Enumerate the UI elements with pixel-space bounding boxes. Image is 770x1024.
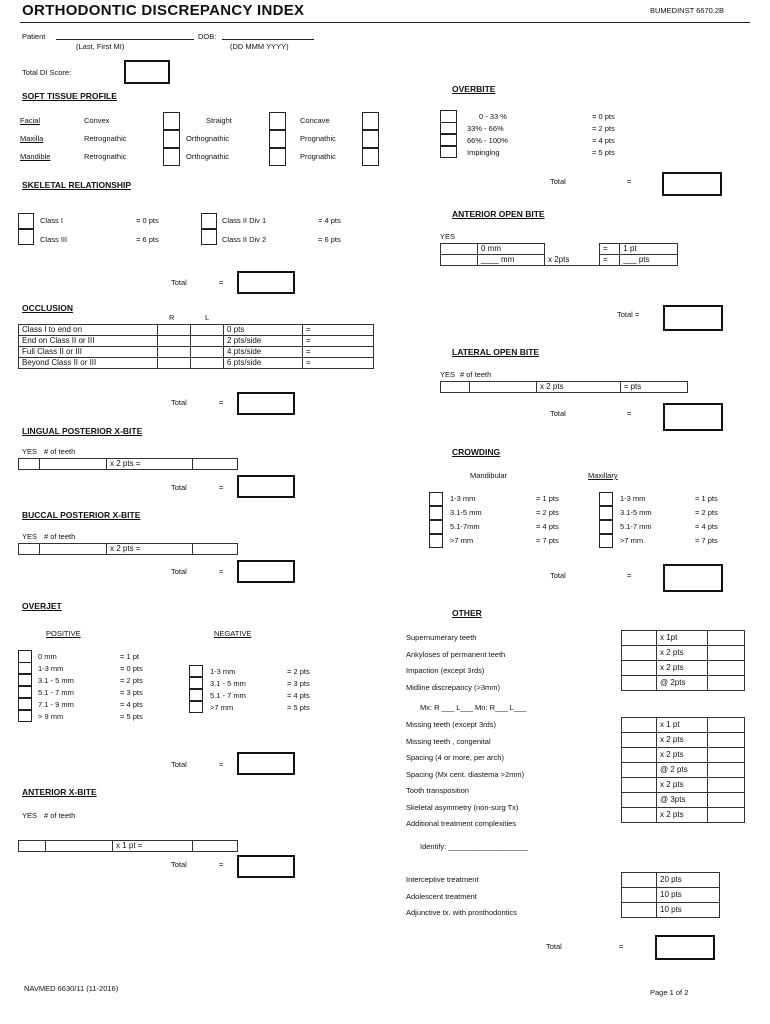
footer-page: Page 1 of 2 [650, 988, 689, 997]
overbite-checkbox[interactable] [440, 146, 457, 158]
other-count-cell[interactable] [622, 718, 657, 733]
treatment-row [622, 888, 720, 903]
other-count-cell[interactable] [622, 733, 657, 748]
crowding-mand-label: 5.1-7mm [450, 522, 480, 531]
treatment-pts: 20 pts [657, 873, 720, 888]
overbite-total-box[interactable] [662, 172, 722, 196]
overjet-pos-label: 0 mm [38, 652, 57, 661]
crowding-total-eq: = [627, 571, 632, 580]
overjet-pos-checkbox[interactable] [18, 710, 32, 722]
occlusion-l-cell[interactable] [191, 347, 224, 358]
occlusion-r-cell[interactable] [158, 347, 191, 358]
identify-line: Identify: ___________________ [420, 842, 528, 851]
lateral-open-teeth-label: # of teeth [460, 370, 492, 379]
other-item-label: Ankyloses of permanent teeth [406, 649, 506, 659]
other-mult: @ 2pts [657, 676, 708, 691]
class1-checkbox[interactable] [18, 213, 34, 229]
crowding-max-pts: = 2 pts [695, 508, 718, 517]
overjet-neg-checkbox[interactable] [189, 677, 203, 689]
patient-name-field[interactable] [56, 39, 194, 40]
soft-checkbox-c[interactable] [362, 148, 379, 166]
class2div1-label: Class II Div 1 [222, 216, 267, 225]
overjet-pos-pts: = 0 pts [120, 664, 143, 673]
crowding-total-box[interactable] [663, 564, 723, 592]
soft-checkbox-a[interactable] [163, 148, 180, 166]
overjet-pos-label: 1-3 mm [38, 664, 64, 673]
crowding-mand-checkbox[interactable] [429, 534, 443, 548]
crowding-mand-checkbox[interactable] [429, 520, 443, 534]
class1-label: Class I [40, 216, 63, 225]
soft-checkbox-a[interactable] [163, 112, 180, 130]
other-count-cell[interactable] [622, 778, 657, 793]
other-result-cell[interactable] [708, 631, 745, 646]
skeletal-total-box[interactable] [237, 271, 295, 294]
soft-row-label: Facial [20, 116, 41, 125]
lingual-yes: YES [22, 447, 38, 456]
class3-label: Class III [40, 235, 68, 244]
overbite-label: 66% - 100% [467, 136, 508, 145]
other-mult: x 2 pts [657, 646, 708, 661]
occlusion-row-eq: = [303, 358, 374, 369]
lateral-open-title: LATERAL OPEN BITE [452, 347, 540, 357]
anterior-xbite-yes: YES [22, 811, 38, 820]
buccal-yes: YES [22, 532, 38, 541]
footer-form: NAVMED 6630/11 (11-2016) [24, 984, 119, 993]
overjet-pos-label: 7.1 - 9 mm [38, 700, 74, 709]
crowding-max-pts: = 4 pts [695, 522, 718, 531]
other-title: OTHER [452, 608, 482, 618]
patient-label: Patient [22, 32, 46, 41]
other-row [622, 718, 745, 733]
soft-checkbox-a[interactable] [163, 130, 180, 148]
crowding-max-label: >7 mm [620, 536, 644, 545]
overjet-pos-checkbox[interactable] [18, 662, 32, 674]
soft-row-b: Straight [206, 116, 232, 125]
soft-tissue-title: SOFT TISSUE PROFILE [22, 91, 117, 101]
crowding-title: CROWDING [452, 447, 501, 457]
soft-checkbox-c[interactable] [362, 112, 379, 130]
crowding-max-checkbox[interactable] [599, 492, 613, 506]
crowding-max-checkbox[interactable] [599, 506, 613, 520]
occlusion-l-cell[interactable] [191, 325, 224, 336]
treatment-pts: 10 pts [657, 903, 720, 918]
buccal-total-box[interactable] [237, 560, 295, 583]
overjet-neg-checkbox[interactable] [189, 665, 203, 677]
class3-checkbox[interactable] [18, 229, 34, 245]
overbite-pts: = 0 pts [592, 112, 615, 121]
occlusion-title: OCCLUSION [22, 303, 73, 313]
other-item-label: Missing teeth , congenital [406, 736, 491, 746]
crowding-mand-pts: = 1 pts [536, 494, 559, 503]
anterior-open-yes: YES [440, 232, 456, 241]
buccal-total-eq: = [219, 567, 224, 576]
soft-row-b: Orthognathic [186, 134, 229, 143]
anterior-xbite-table [18, 840, 238, 852]
other-item-label: Spacing (4 or more, per arch) [406, 753, 504, 762]
skeletal-total-label: Total [171, 278, 187, 287]
other-row [622, 733, 745, 748]
soft-row-c: Prognathic [300, 134, 336, 143]
other-item-label: Midline discrepancy (>3mm) [406, 682, 500, 692]
anterior-open-total-label: Total = [617, 310, 640, 319]
anterior-open-eq1: = [600, 244, 620, 255]
occlusion-r-cell[interactable] [158, 358, 191, 369]
anterior-open-cb1[interactable] [441, 244, 478, 255]
other-count-cell[interactable] [622, 793, 657, 808]
overjet-neg-pts: = 4 pts [287, 691, 310, 700]
lingual-yes-cell[interactable] [19, 459, 40, 470]
class2div2-pts: = 6 pts [318, 235, 341, 244]
lingual-total-box[interactable] [237, 475, 295, 498]
anterior-open-pts: ___ pts [620, 255, 678, 266]
overjet-total-eq: = [219, 760, 224, 769]
overbite-label: 33% - 66% [467, 124, 504, 133]
other-mult: x 2 pts [657, 661, 708, 676]
occlusion-row-pts: 0 pts [224, 325, 303, 336]
occlusion-l-cell[interactable] [191, 358, 224, 369]
occlusion-r-cell[interactable] [158, 325, 191, 336]
lateral-open-total-box[interactable] [663, 403, 723, 431]
occlusion-row-eq: = [303, 347, 374, 358]
other-count-cell[interactable] [622, 808, 657, 823]
soft-row-a: Retrognathic [84, 152, 127, 161]
lateral-open-yes: YES [440, 370, 456, 379]
other-row [622, 748, 745, 763]
soft-row-c: Concave [300, 116, 330, 125]
crowding-max-label: 1-3 mm [620, 494, 646, 503]
crowding-max-checkbox[interactable] [599, 534, 613, 548]
other-result-cell[interactable] [708, 763, 745, 778]
other-row [622, 763, 745, 778]
overbite-total-label: Total [550, 177, 566, 186]
anterior-xbite-result-cell[interactable] [193, 841, 238, 852]
occlusion-row-label: Class I to end on [19, 325, 158, 336]
overjet-pos-label: > 9 mm [38, 712, 64, 721]
overjet-pos-pts: = 3 pts [120, 688, 143, 697]
treatment-label: Adolescent treatment [406, 891, 477, 901]
other-row [622, 778, 745, 793]
other-result-cell[interactable] [708, 733, 745, 748]
occlusion-total-box[interactable] [237, 392, 295, 415]
crowding-mand-label: 1-3 mm [450, 494, 476, 503]
other-count-cell[interactable] [622, 676, 657, 691]
overbite-pts: = 2 pts [592, 124, 615, 133]
skeletal-total-eq: = [219, 278, 224, 287]
crowding-max-label: 3.1-5 mm [620, 508, 652, 517]
crowding-mand-checkbox[interactable] [429, 506, 443, 520]
lingual-total-eq: = [219, 483, 224, 492]
overbite-checkbox[interactable] [440, 122, 457, 134]
anterior-xbite-total-eq: = [219, 860, 224, 869]
overjet-neg-label: 3.1 - 5 mm [210, 679, 246, 688]
dob-label: DOB: [198, 32, 217, 41]
overjet-total-box[interactable] [237, 752, 295, 775]
overbite-title: OVERBITE [452, 84, 496, 94]
other-result-cell[interactable] [708, 661, 745, 676]
treatment-label: Adjunctive tx. with prosthodontics [406, 908, 517, 917]
soft-checkbox-b[interactable] [269, 130, 286, 148]
anterior-xbite-total-label: Total [171, 860, 187, 869]
lingual-title: LINGUAL POSTERIOR X-BITE [22, 426, 143, 436]
other-count-cell[interactable] [622, 763, 657, 778]
crowding-mand-pts: = 2 pts [536, 508, 559, 517]
overjet-neg-label: >7 mm [210, 703, 234, 712]
anterior-open-1pt: 1 pt [620, 244, 678, 255]
other-item-label: Missing teeth (except 3rds) [406, 720, 497, 729]
midline-sub: Mx: R ___ L___ Mn: R___ L___ [420, 703, 527, 712]
overjet-neg-label: 5.1 - 7 mm [210, 691, 246, 700]
other-item-label: Impaction (except 3rds) [406, 666, 485, 675]
soft-row-a: Retrognathic [84, 134, 127, 143]
occlusion-row [19, 325, 374, 336]
treatment-check-cell[interactable] [622, 873, 657, 888]
occlusion-row-label: Full Class II or III [19, 347, 158, 358]
other-item-label: Spacing (Mx cent. diastema >2mm) [406, 769, 525, 779]
crowding-mand-pts: = 4 pts [536, 522, 559, 531]
occlusion-row-pts: 6 pts/side [224, 358, 303, 369]
buccal-teeth-label: # of teeth [44, 532, 76, 541]
soft-row-label: Maxilla [20, 134, 44, 143]
occlusion-row [19, 347, 374, 358]
anterior-open-0mm: 0 mm [478, 244, 545, 255]
class2div2-label: Class II Div 2 [222, 235, 267, 244]
class2div1-checkbox[interactable] [201, 213, 217, 229]
anterior-open-cb2[interactable] [441, 255, 478, 266]
other-total-eq: = [619, 942, 624, 951]
soft-row-b: Orthognathic [186, 152, 229, 161]
other-count-cell[interactable] [622, 661, 657, 676]
occlusion-l-cell[interactable] [191, 336, 224, 347]
dob-hint: (DD MMM YYYY) [230, 42, 289, 51]
lateral-open-table [440, 381, 688, 393]
overjet-neg-pts: = 5 pts [287, 703, 310, 712]
overjet-title: OVERJET [22, 601, 62, 611]
overjet-positive-header: POSITIVE [46, 629, 81, 638]
crowding-mand-pts: = 7 pts [536, 536, 559, 545]
overbite-pts: = 4 pts [592, 136, 615, 145]
anterior-open-table [440, 243, 678, 266]
anterior-open-total-box[interactable] [663, 305, 723, 331]
overjet-pos-pts: = 4 pts [120, 700, 143, 709]
other-total-label: Total [546, 942, 562, 951]
other-treatment-table [621, 872, 720, 918]
occlusion-row-pts: 4 pts/side [224, 347, 303, 358]
crowding-max-label: 5.1-7 mm [620, 522, 652, 531]
overbite-label: 0 - 33 % [479, 112, 507, 121]
lingual-teeth-cell[interactable] [40, 459, 107, 470]
buccal-yes-cell[interactable] [19, 544, 40, 555]
anterior-open-x2: x 2pts [545, 255, 600, 266]
anterior-xbite-mult: x 1 pt = [113, 841, 193, 852]
overbite-pts: = 5 pts [592, 148, 615, 157]
occlusion-row-pts: 2 pts/side [224, 336, 303, 347]
other-mult: @ 3pts [657, 793, 708, 808]
occlusion-r-cell[interactable] [158, 336, 191, 347]
occlusion-total-label: Total [171, 398, 187, 407]
anterior-open-title: ANTERIOR OPEN BITE [452, 209, 545, 219]
buccal-result-cell[interactable] [193, 544, 238, 555]
other-mult: x 1 pt [657, 718, 708, 733]
other-row [622, 646, 745, 661]
overjet-pos-pts: = 2 pts [120, 676, 143, 685]
crowding-max-pts: = 1 pts [695, 494, 718, 503]
treatment-check-cell[interactable] [622, 888, 657, 903]
other-table [621, 630, 745, 691]
occlusion-row-label: Beyond Class II or III [19, 358, 158, 369]
buccal-table [18, 543, 238, 555]
soft-row-c: Prognathic [300, 152, 336, 161]
occlusion-row [19, 358, 374, 369]
soft-checkbox-b[interactable] [269, 112, 286, 130]
class2div1-pts: = 4 pts [318, 216, 341, 225]
soft-checkbox-c[interactable] [362, 130, 379, 148]
crowding-maxillary: Maxillary [588, 471, 618, 480]
occlusion-l-header: L [205, 313, 210, 322]
treatment-check-cell[interactable] [622, 903, 657, 918]
other-item-label: Additional treatment complexities [406, 819, 517, 828]
soft-row-label: Mandible [20, 152, 51, 161]
buccal-teeth-cell[interactable] [40, 544, 107, 555]
header-rule [20, 22, 750, 23]
crowding-mandibular: Mandibular [470, 471, 508, 480]
other-result-cell[interactable] [708, 748, 745, 763]
other-item-label: Tooth transposition [406, 786, 469, 795]
anterior-xbite-total-box[interactable] [237, 855, 295, 878]
other-item-label: Skeletal asymmetry (non-surg Tx) [406, 802, 519, 812]
occlusion-r-header: R [169, 313, 175, 322]
crowding-total-label: Total [550, 571, 566, 580]
occlusion-row-eq: = [303, 325, 374, 336]
class2div2-checkbox[interactable] [201, 229, 217, 245]
occlusion-row [19, 336, 374, 347]
lateral-open-yes-cell[interactable] [441, 382, 470, 393]
page-title: ORTHODONTIC DISCREPANCY INDEX [22, 2, 305, 19]
overjet-neg-label: 1-3 mm [210, 667, 236, 676]
dob-field[interactable] [222, 39, 314, 40]
anterior-open-eq2: = [600, 255, 620, 266]
buccal-title: BUCCAL POSTERIOR X-BITE [22, 510, 141, 520]
crowding-mand-label: 3.1-5 mm [450, 508, 482, 517]
anterior-xbite-yes-cell[interactable] [19, 841, 46, 852]
treatment-row [622, 903, 720, 918]
skeletal-title: SKELETAL RELATIONSHIP [22, 180, 132, 190]
other-mult: x 1pt [657, 631, 708, 646]
other-row [622, 793, 745, 808]
occlusion-table [18, 324, 374, 369]
crowding-max-pts: = 7 pts [695, 536, 718, 545]
overjet-neg-pts: = 2 pts [287, 667, 310, 676]
lingual-teeth-label: # of teeth [44, 447, 76, 456]
crowding-max-checkbox[interactable] [599, 520, 613, 534]
other-result-cell[interactable] [708, 793, 745, 808]
anterior-xbite-title: ANTERIOR X-BITE [22, 787, 97, 797]
buccal-mult: x 2 pts = [107, 544, 193, 555]
overjet-pos-pts: = 1 pt [120, 652, 139, 661]
overjet-neg-checkbox[interactable] [189, 701, 203, 713]
other-result-cell[interactable] [708, 676, 745, 691]
other-result-cell[interactable] [708, 778, 745, 793]
other-row [622, 808, 745, 823]
anterior-xbite-teeth-cell[interactable] [46, 841, 113, 852]
overjet-pos-label: 3.1 - 5 mm [38, 676, 74, 685]
other-result-cell[interactable] [708, 646, 745, 661]
total-di-label: Total DI Score: [22, 68, 72, 77]
overbite-total-eq: = [627, 177, 632, 186]
occlusion-total-eq: = [219, 398, 224, 407]
overjet-pos-pts: = 5 pts [120, 712, 143, 721]
lingual-result-cell[interactable] [193, 459, 238, 470]
lateral-open-total-eq: = [627, 409, 632, 418]
treatment-row [622, 873, 720, 888]
buccal-total-label: Total [171, 567, 187, 576]
other-count-cell[interactable] [622, 631, 657, 646]
other-mult: x 2 pts [657, 733, 708, 748]
treatment-pts: 10 pts [657, 888, 720, 903]
overjet-neg-checkbox[interactable] [189, 689, 203, 701]
other-mult: @ 2 pts [657, 763, 708, 778]
overjet-pos-checkbox[interactable] [18, 686, 32, 698]
overjet-pos-label: 5.1 - 7 mm [38, 688, 74, 697]
other-mult: x 2 pts [657, 808, 708, 823]
overjet-total-label: Total [171, 760, 187, 769]
overjet-pos-checkbox[interactable] [18, 698, 32, 710]
other-result-cell[interactable] [708, 808, 745, 823]
other-result-cell[interactable] [708, 718, 745, 733]
occlusion-row-label: End on Class II or III [19, 336, 158, 347]
overjet-pos-checkbox[interactable] [18, 674, 32, 686]
other-row [622, 631, 745, 646]
other-item-label: Supernumerary teeth [406, 633, 477, 642]
other-mult: x 2 pts [657, 748, 708, 763]
treatment-label: Interceptive treatment [406, 875, 479, 884]
class1-pts: = 0 pts [136, 216, 159, 225]
other-count-cell[interactable] [622, 748, 657, 763]
form-id: BUMEDINST 6670.2B [650, 6, 725, 15]
crowding-mand-checkbox[interactable] [429, 492, 443, 506]
soft-row-a: Convex [84, 116, 110, 125]
overbite-label: Impinging [467, 148, 500, 157]
lingual-total-label: Total [171, 483, 187, 492]
overjet-negative-header: NEGATIVE [214, 629, 252, 638]
lingual-mult: x 2 pts = [107, 459, 193, 470]
lingual-table [18, 458, 238, 470]
other-total-box[interactable] [655, 935, 715, 960]
occlusion-row-eq: = [303, 336, 374, 347]
anterior-xbite-teeth-label: # of teeth [44, 811, 76, 820]
lateral-open-total-label: Total [550, 409, 566, 418]
other-row [622, 661, 745, 676]
overjet-neg-pts: = 3 pts [287, 679, 310, 688]
patient-name-hint: (Last, First MI) [76, 42, 125, 51]
total-di-box[interactable] [124, 60, 170, 84]
crowding-mand-label: >7 mm [450, 536, 474, 545]
overbite-checkbox[interactable] [440, 134, 457, 146]
other-count-cell[interactable] [622, 646, 657, 661]
lateral-open-eq: = pts [620, 382, 687, 393]
class3-pts: = 6 pts [136, 235, 159, 244]
other-table [621, 717, 745, 823]
lateral-open-teeth-cell[interactable] [470, 382, 537, 393]
anterior-open-mm: ____ mm [478, 255, 545, 266]
soft-checkbox-b[interactable] [269, 148, 286, 166]
other-row [622, 676, 745, 691]
other-mult: x 2 pts [657, 778, 708, 793]
lateral-open-mult: x 2 pts [537, 382, 621, 393]
